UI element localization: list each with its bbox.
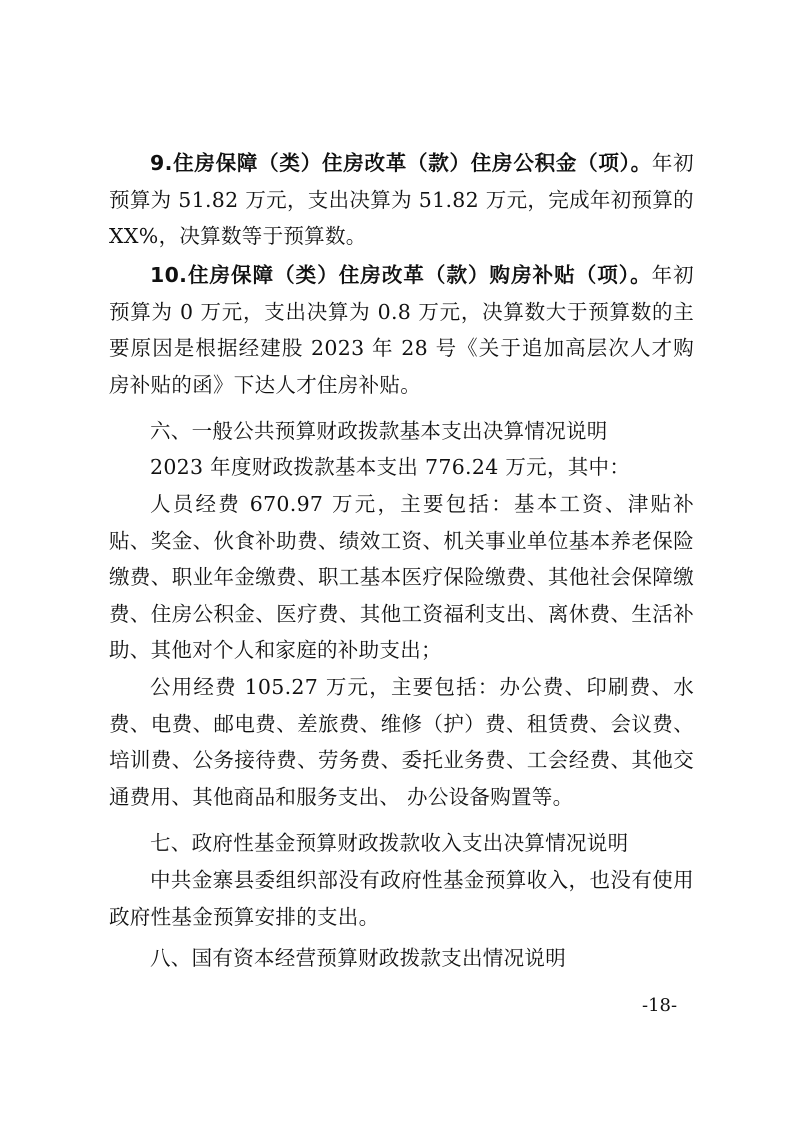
section-7-heading: 七、政府性基金预算财政拨款收入支出决算情况说明 xyxy=(150,831,629,855)
section-8-heading: 八、国有资本经营预算财政拨款支出情况说明 xyxy=(150,946,566,970)
item-9-lead: 9.住房保障（类）住房改革（款）住房公积金（项）。 xyxy=(150,151,652,175)
item-9-text: 年初预算为 51.82 万元，支出决算为 51.82 万元，完成年初预算的 XX%，决算数等于预算数。 xyxy=(109,151,694,248)
item-10-paragraph xyxy=(109,257,694,403)
section-6-paragraph-1: 2023 年度财政拨款基本支出 776.24 万元，其中： xyxy=(150,455,631,479)
section-6-heading: 六、一般公共预算财政拨款基本支出决算情况说明 xyxy=(150,419,608,443)
section-7-paragraph-1: 中共金寨县委组织部没有政府性基金预算收入，也没有使用政府性基金预算安排的支出。 xyxy=(109,868,694,929)
item-9-paragraph xyxy=(109,145,694,255)
section-6-paragraph-2: 人员经费 670.97 万元，主要包括：基本工资、津贴补贴、奖金、伙食补助费、绩效工资、机关事业单位基本养老保险缴费、职业年金缴费、职工基本医疗保险缴费、其他社会保障缴费、住房公积金、医疗费、其他工资福利支出、离休费、生活补助、其他对个人和家庭的补助支出； xyxy=(109,492,694,662)
page-number: -18- xyxy=(642,995,678,1016)
section-6-paragraph-3: 公用经费 105.27 万元，主要包括：办公费、印刷费、水费、电费、邮电费、差旅费、维修（护）费、租赁费、会议费、培训费、公务接待费、劳务费、委托业务费、工会经费、其他交通费用、其他商品和服务支出、 办公设备购置等。 xyxy=(109,675,694,809)
item-10-lead: 10.住房保障（类）住房改革（款）购房补贴（项）。 xyxy=(150,263,652,287)
item-10-text: 年初预算为 0 万元，支出决算为 0.8 万元，决算数大于预算数的主要原因是根据经建股 2023 年 28 号《关于追加高层次人才购房补贴的函》下达人才住房补贴。 xyxy=(109,263,694,397)
